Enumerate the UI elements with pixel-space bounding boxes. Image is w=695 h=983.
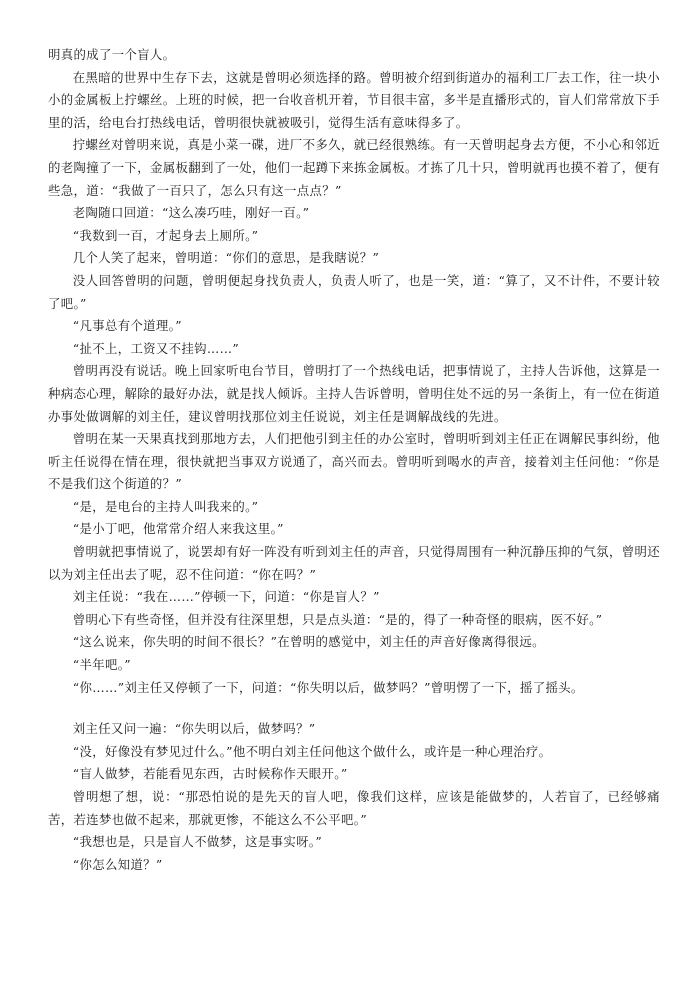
- paragraph-11: 曾明在某一天果真找到那地方去，人们把他引到主任的办公室时，曾明听到刘主任正在调解民事纠纷，他听主任说得在情在理，很快就把当事双方说通了，高兴而去。曾明听到喝水的声音，接着刘主任问他：“你是不是我们这个街道的？”: [48, 431, 660, 492]
- paragraph-10: 曾明再没有说话。晚上回家听电台节目，曾明打了一个热线电话，把事情说了，主持人告诉他，这算是一种病态心理，解除的最好办法，就是找人倾诉。主持人告诉曾明，曾明住处不远的另一条街上，有一位在街道办事处做调解的刘主任，建议曾明找那位刘主任说说，刘主任是调解战线的先进。: [48, 363, 660, 424]
- paragraph-23: 曾明想了想，说：“那恐怕说的是先天的盲人吧，像我们这样，应该是能做梦的，人若盲了，已经够痛苦，若连梦也做不起来，那就更惨，不能这么不公平吧。”: [48, 789, 660, 827]
- paragraph-18: “半年吧。”: [72, 657, 131, 673]
- paragraph-13: “是小丁吧，他常常介绍人来我这里。”: [72, 521, 284, 537]
- paragraph-7: 没人回答曾明的问题，曾明便起身找负责人，负责人听了，也是一笑，道：“算了，又不计件，不要计较了吧。”: [48, 272, 660, 311]
- paragraph-3: 拧螺丝对曾明来说，真是小菜一碟，进厂不多久，就已经很熟练。有一天曾明起身去方便，不小心和邻近的老陶撞了一下，金属板翻到了一处，他们一起蹲下来拣金属板。才拣了几十只，曾明就再也摸不着了，便有些急，道：“我做了一百只了，怎么只有这一点点？”: [48, 137, 660, 198]
- paragraph-24: “我想也是，只是盲人不做梦，这是事实呀。”: [72, 834, 323, 850]
- paragraph-15: 刘主任说：“我在……”停顿一下，问道：“你是盲人？”: [72, 589, 380, 605]
- paragraph-1: 明真的成了一个盲人。: [48, 47, 176, 62]
- paragraph-22: “盲人做梦，若能看见东西，古时候称作天眼开。”: [72, 766, 348, 782]
- document-body: [48, 44, 660, 876]
- paragraph-20: 刘主任又问一遍：“你失明以后，做梦吗？”: [72, 721, 316, 737]
- paragraph-17: “这么说来，你失明的时间不很长？”在曾明的感觉中，刘主任的声音好像离得很远。: [72, 634, 545, 650]
- paragraph-6: 几个人笑了起来，曾明道：“你们的意思，是我瞎说？”: [72, 250, 380, 266]
- paragraph-2: 在黑暗的世界中生存下去，这就是曾明必须选择的路。曾明被介绍到街道办的福利工厂去工作，往一块小小的金属板上拧螺丝。上班的时候，把一台收音机开着，节目很丰富，多半是直播形式的，盲人们常常放下手里的活，给电台打热线电话，曾明很快就被吸引，觉得生活有意味得多了。: [48, 69, 660, 130]
- paragraph-9: “扯不上，工资又不挂钩……”: [72, 340, 240, 356]
- paragraph-14: 曾明就把事情说了，说罢却有好一阵没有听到刘主任的声音，只觉得周围有一种沉静压抑的气氛，曾明还以为刘主任出去了呢，忍不住问道：“你在吗？”: [48, 544, 660, 582]
- paragraph-16: 曾明心下有些奇怪，但并没有往深里想，只是点头道：“是的，得了一种奇怪的眼病，医不好。”: [72, 611, 603, 627]
- paragraph-25: “你怎么知道？”: [72, 856, 163, 872]
- paragraph-4: 老陶随口回道：“这么凑巧哇，刚好一百。”: [72, 205, 310, 221]
- paragraph-19: “你……”刘主任又停顿了一下，问道：“你失明以后，做梦吗？”曾明愣了一下，摇了摇头。: [72, 679, 584, 695]
- paragraph-8: “凡事总有个道理。”: [72, 318, 182, 334]
- paragraph-12: “是，是电台的主持人叫我来的。”: [72, 498, 259, 514]
- paragraph-21: “没，好像没有梦见过什么。”他不明白刘主任问他这个做什么，或许是一种心理治疗。: [72, 743, 552, 759]
- paragraph-5: “我数到一百，才起身去上厕所。”: [72, 227, 259, 243]
